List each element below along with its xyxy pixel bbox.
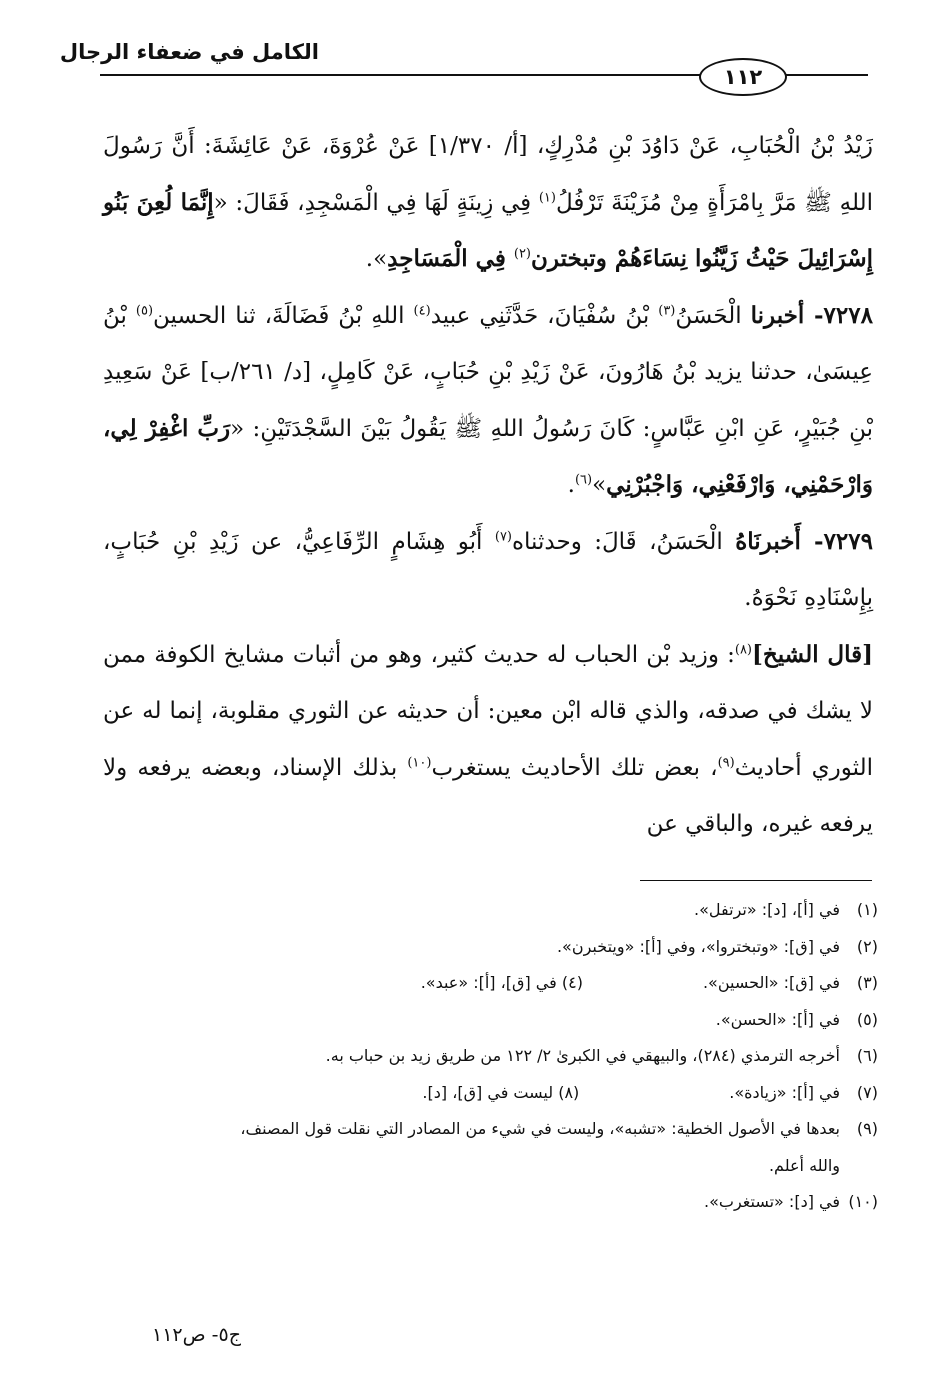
running-header-title: الكامل في ضعفاء الرجال [59,40,319,64]
text-run: : وزيد بْن الحباب له حديث كثير، وهو من أثبات مشايخ الكوفة ممن لا يشك في صدقه، والذي قاله ابْن معين: أن حديثه عن الثوري مقلوبة، إنما له عن الثوري أحاديث [103,641,873,781]
footnote-number: (٥) [856,1009,878,1029]
footnote-number: (٣) [856,973,878,992]
footnote-ref-4: (٤) [413,302,431,318]
hadith-quote-bold: فِي الْمَسَاجِدِ [387,245,514,272]
footnote-9-continuation: والله أعلم. [768,1155,840,1175]
footnote-ref-1: (١) [538,189,556,205]
hadith-number: ٧٢٧٨- [804,301,873,329]
paragraph-hadith-text [103,118,873,288]
text-run: بْنُ سُفْيَانَ، حَدَّثَنِي عبيد [430,302,659,329]
footnote-text: في [أ]، [د]: «ترتفل». [694,900,840,919]
footnote-ref-6: (٦) [574,472,593,488]
akhbarana-bold: أَخبرنَاهُ [735,527,801,555]
footnote-text: بعدها في الأصول الخطية: «تشبه»، وليست في شيء من المصادر التي نقلت قول المصنف، [240,1119,840,1138]
text-run: بذلك الإسناد، وبعضه يرفعه ولا يرفعه غيره، والباقي عن [103,754,873,837]
hadith-quote-bold: رَبِّ اغْفِرْ لِي، وَارْحَمْنِي، وَارْفَعْنِي، وَاجْبُرْنِي [103,414,873,498]
text-run: الْحَسَنُ [675,302,751,329]
footnote-1 [100,892,878,929]
footnote-ref-5: (٥) [135,302,154,318]
footnote-text: في [ق]: «وتبختروا»، وفي [أ]: «ويتخبرن». [556,936,840,956]
footnote-ref-8: (٨) [734,641,752,657]
footnote-number: (٨) [558,1082,580,1102]
footnote-ref-10: (١٠) [407,754,432,770]
footnote-7-8 [100,1075,878,1112]
paragraph-sheikh-comment [103,627,873,853]
footnote-text: في [ق]: «الحسين». [702,973,840,992]
footnote-9 [100,1111,878,1148]
footnote-2 [100,929,878,966]
footnote-number: (١٠) [848,1192,878,1211]
footnote-text: في [أ]: «الحسن». [715,1009,840,1029]
footnote-separator [640,880,872,881]
footnote-10 [100,1184,878,1221]
footnote-5 [100,1002,878,1039]
footnote-3-4 [100,965,878,1002]
footnote-ref-2: (٢) [513,246,531,262]
text-run: اللهِ بْنُ فَضَالَةَ، ثنا الحسين [153,302,414,329]
text-run: فِي زِينَةٍ لَهَا فِي الْمَسْجِدِ، فَقَالَ: « [213,189,539,216]
text-run: الْحَسَنُ، قَالَ: وحدثناه [512,528,736,555]
footnote-6 [100,1038,878,1075]
footnote-text: في [ق]، [أ]: «عبد». [420,973,557,992]
footnote-ref-3: (٣) [658,302,676,318]
footnote-number: (٢) [856,936,878,956]
text-run: . [567,472,575,498]
main-text [103,118,873,853]
hadith-quote-bold: إِنَّمَا لُعِنَ بَنُو إِسْرَائِيلَ حَيْثُ زَيَّنُوا نِسَاءَهُمْ وتبخترن [103,188,873,272]
footnote-text: في [أ]: «زيادة». [729,1082,840,1102]
volume-page-reference: ج٥- ص١١٢ [152,1324,241,1346]
page-number-oval: ١١٢ [699,58,787,96]
footnote-number: (٤) [561,973,583,992]
footnote-number: (٦) [856,1046,878,1065]
paragraph-7279 [103,514,873,627]
text-run: ، بعض تلك الأحاديث يستغرب [431,754,718,781]
footnote-text: أخرجه الترمذي (٢٨٤)، والبيهقي في الكبرىٰ ٢/ ١٢٢ من طريق زيد بن حباب به. [325,1046,840,1065]
footnote-ref-9: (٩) [717,754,735,770]
text-run: ». [365,246,388,272]
footnote-number: (٩) [856,1119,878,1138]
footnote-text: ليست في [ق]، [د]. [422,1082,554,1102]
footnote-number: (٧) [856,1082,878,1102]
text-run: بْنُ عِيسَىٰ، حدثنا يزيد بْنُ هَارُونَ، عَنْ زَيْدِ بْنِ حُبَابٍ، عَنْ كَامِلٍ، [د/ ٢٦١/ب] عَنْ سَعِيدِ بْنِ جُبَيْرٍ، عَنِ ابْنِ عَبَّاسٍ: كَانَ رَسُولُ اللهِ ﷺ يَقُولُ بَيْنَ السَّجْدَتَيْنِ: « [103,302,873,442]
hadith-number: ٧٢٧٩- [800,527,873,555]
text-run: » [592,472,607,498]
text-run: أَبُو هِشَامٍ الرِّفَاعِيُّ، عن زَيْدِ بْنِ حُبَابٍ، بِإِسْنَادِهِ نَحْوَهُ. [103,528,873,611]
text-run: زَيْدُ بْنُ الْحُبَابِ، عَنْ دَاوُدَ بْنِ مُدْرِكٍ، [أ/ ١/٣٧٠] عَنْ عُرْوَةَ، عَنْ عَائِشَةَ: أَنَّ رَسُولَ اللهِ ﷺ مَرَّ بِامْرَأَةٍ مِنْ مُزَيْنَةَ تَرْفُلُ [103,133,874,216]
footnote-number: (١) [856,900,878,919]
akhbarana-bold: أخبرنا [750,301,805,329]
paragraph-7278 [103,288,873,514]
qal-al-sheikh-bold: [قال الشيخ] [752,640,873,668]
footnote-text: في [د]: «تستغرب». [704,1192,840,1211]
footnotes [100,892,878,1221]
footnote-ref-7: (٧) [494,528,512,544]
